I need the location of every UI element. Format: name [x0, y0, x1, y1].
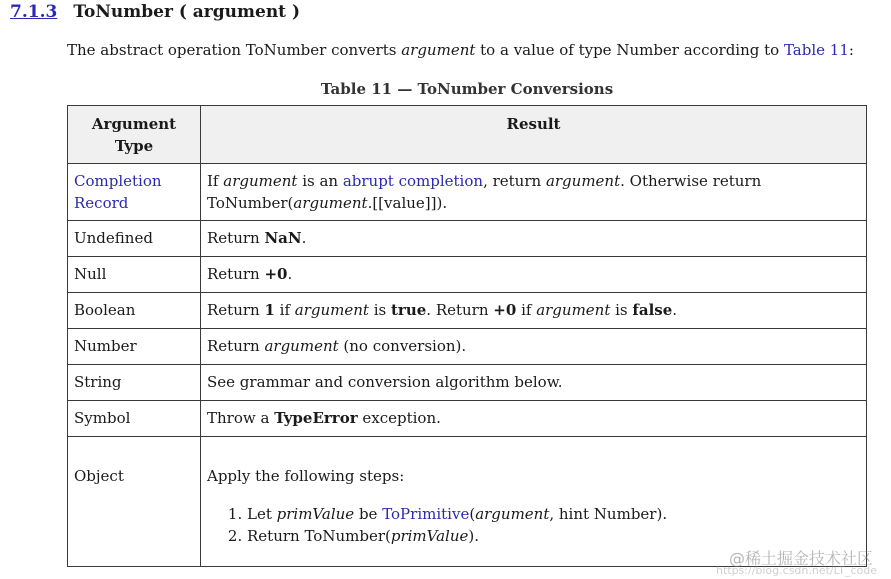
cell-type: Symbol	[68, 401, 201, 437]
section-title: ToNumber ( argument )	[73, 2, 300, 22]
cell-type	[68, 164, 201, 221]
step-item: 2. Return ToNumber(primValue).	[247, 525, 860, 547]
step-item: 1. Let primValue be ToPrimitive(argument, hint Number).	[247, 503, 860, 525]
cell-type	[68, 437, 201, 567]
cell-result: If argument is an abrupt completion, return argument. Otherwise return ToNumber(argument.[[value]]).	[201, 164, 867, 221]
table-row	[68, 293, 867, 329]
table-row	[68, 164, 867, 221]
table-header-row	[68, 106, 867, 164]
cell-type: String	[68, 365, 201, 401]
table-row	[68, 257, 867, 293]
table-row	[68, 401, 867, 437]
steps-list	[207, 503, 860, 547]
section-heading	[10, 2, 300, 22]
table-row	[68, 365, 867, 401]
cell-result: See grammar and conversion algorithm below.	[201, 365, 867, 401]
cell-result: Return +0.	[201, 257, 867, 293]
intro-argument: argument	[401, 41, 476, 59]
table-row	[68, 329, 867, 365]
watermark: @稀土掘金技术社区	[728, 549, 873, 568]
cell-type: Null	[68, 257, 201, 293]
object-steps	[207, 465, 860, 547]
table-row	[68, 221, 867, 257]
header-result: Result	[201, 106, 867, 164]
watermark-url: https://blog.csdn.net/LT_code	[715, 564, 877, 577]
intro-text-2: to a value of type Number according to	[475, 41, 784, 59]
cell-type: Undefined	[68, 221, 201, 257]
steps-intro: Apply the following steps:	[207, 467, 405, 485]
cell-type: Number	[68, 329, 201, 365]
intro-colon: :	[848, 41, 854, 59]
table-caption: Table 11 — ToNumber Conversions	[320, 80, 614, 98]
cell-result: Return 1 if argument is true. Return +0 if argument is false.	[201, 293, 867, 329]
toprimitive-link[interactable]: ToPrimitive	[382, 505, 470, 523]
section-number-link[interactable]: 7.1.3	[10, 2, 58, 22]
intro-paragraph	[67, 41, 854, 59]
abrupt-completion-link[interactable]: abrupt completion	[342, 172, 484, 190]
table-11-link[interactable]: Table 11	[783, 41, 849, 59]
header-argument-type: Argument Type	[68, 106, 201, 164]
cell-type: Boolean	[68, 293, 201, 329]
intro-text: The abstract operation ToNumber converts	[67, 41, 402, 59]
cell-result: Throw a TypeError exception.	[201, 401, 867, 437]
completion-record-link[interactable]: Completion Record	[74, 172, 162, 212]
conversion-table	[67, 105, 867, 567]
cell-result: Return argument (no conversion).	[201, 329, 867, 365]
object-type-label: Object	[74, 467, 124, 485]
cell-result: Return NaN.	[201, 221, 867, 257]
